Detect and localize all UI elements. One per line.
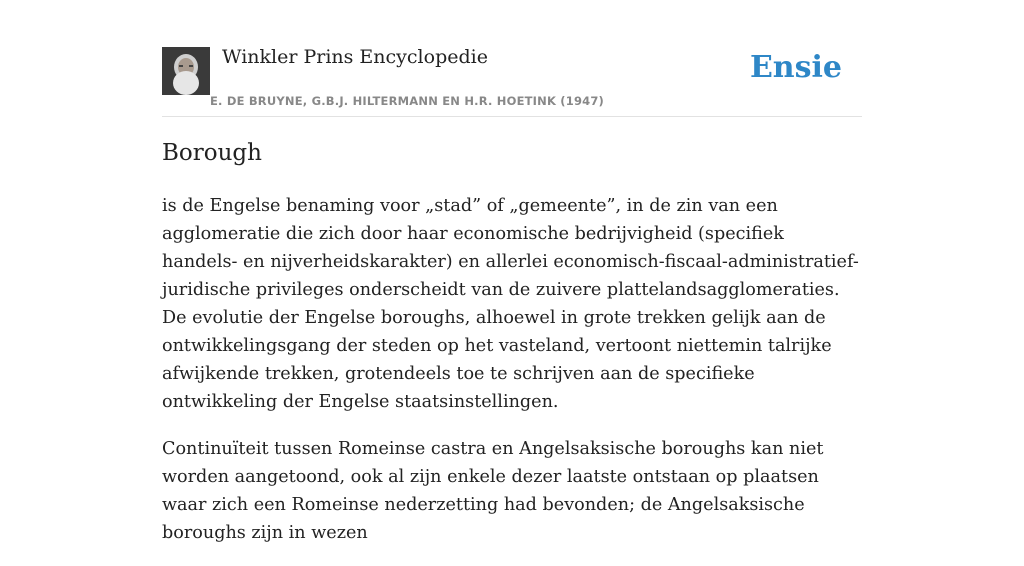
body-paragraph: is de Engelse benaming voor „stad” of „gemeente”, in de zin van een agglomeratie die zich door haar economische bedrijvigheid (specifiek handels- en nijverheidskarakter) en allerlei economisch-fiscaal-administratief-juridische privileges onderscheidt van de zuivere plattelandsagglomeraties. De evolutie der Engelse boroughs, alhoewel in grote trekken gelijk aan de ontwikkelingsgang der steden op het vasteland, vertoont niettemin talrijke afwijkende trekken, grotendeels toe te schrijven aan de specifieke ontwikkeling der Engelse staatsinstellingen.	[162, 196, 859, 412]
entry-title: Borough	[162, 140, 262, 166]
publication-title[interactable]: Winkler Prins Encyclopedie	[222, 46, 488, 68]
portrait-photo-icon	[162, 47, 210, 95]
ensie-logo-link[interactable]: Ensie	[749, 50, 842, 85]
body-paragraph: Continuïteit tussen Romeinse castra en Angelsaksische boroughs kan niet worden aangetoond, ook al zijn enkele dezer laatste ontstaan op plaatsen waar zich een Romeinse nederzetting had bevonden; de Angelsaksische boroughs zijn in wezen	[162, 439, 824, 543]
page-container	[162, 0, 862, 543]
publication-authors: E. DE BRUYNE, G.B.J. HILTERMANN EN H.R. HOETINK (1947)	[210, 94, 605, 108]
entry-body	[162, 192, 862, 566]
page-header	[162, 0, 862, 117]
author-avatar[interactable]	[162, 47, 210, 95]
